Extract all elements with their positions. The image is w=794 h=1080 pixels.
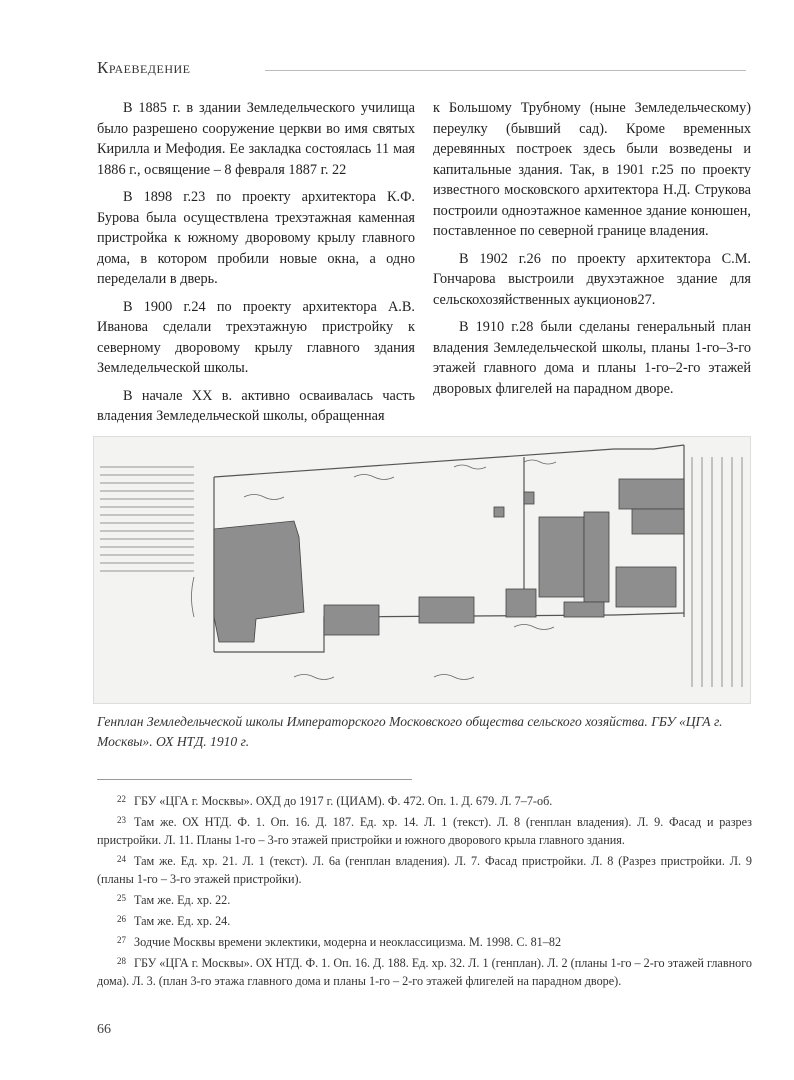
site-plan-figure bbox=[93, 436, 751, 704]
footnote-24: $^{24}$ Там же. Ед. хр. 21. Л. 1 (текст). Л. 6а (генплан владения). Л. 7. Фасад пристройки. Л. 8 (Разрез пристройки. Л. 9 (планы 1-го – 3-го этажей пристройки). bbox=[97, 854, 752, 886]
figure-caption: Генплан Земледельческой школы Императорского Московского общества сельского хозяйства. ГБУ «ЦГА г. Москвы». ОХ НТД. 1910 г. bbox=[97, 714, 723, 749]
paragraph-1898: В 1898 г.23 по проекту архитектора К.Ф. Бурова была осуществлена трехэтажная каменная пристройка к южному дворовому крылу главного дома, в котором пробили новые окна, а одно переделали в дверь. bbox=[97, 189, 415, 287]
paragraph-1885: В 1885 г. в здании Земледельческого училища было разрешено сооружение церкви во имя святых Кирилла и Мефодия. Ее закладка состоялась 11 мая 1886 г., освящение – 8 февраля 1887 г. 22 bbox=[97, 100, 415, 178]
footnote-26: $^{26}$ Там же. Ед. хр. 24. bbox=[117, 914, 231, 928]
paragraph-early-xx: В начале XX в. активно осваивалась часть владения Земледельческой школы, обращенная bbox=[97, 387, 415, 424]
page-number: 66 bbox=[97, 1022, 111, 1037]
left-column bbox=[97, 98, 415, 434]
footnotes bbox=[97, 790, 752, 991]
footnote-25: $^{25}$ Там же. Ед. хр. 22. bbox=[117, 893, 231, 907]
site-plan-drawing bbox=[94, 437, 751, 704]
header-rule bbox=[265, 70, 746, 71]
right-column bbox=[433, 98, 751, 406]
footnote-23: $^{23}$ Там же. ОХ НТД. Ф. 1. Оп. 16. Д. 187. Ед. хр. 14. Л. 1 (текст). Л. 8 (генплан владения). Л. 9. Фасад и разрез пристройки. Л. 11. Планы 1-го – 3-го этажей пристройки и южного дворового крыла главного здания. bbox=[97, 815, 752, 847]
footnote-rule bbox=[97, 779, 412, 780]
footnote-28: $^{28}$ ГБУ «ЦГА г. Москвы». ОХ НТД. Ф. 1. Оп. 16. Д. 188. Ед. хр. 32. Л. 1 (генплан). Л. 2 (планы 1-го – 2-го этажей главного дома). Л. 3. (план 3-го этажа главного дома и планы 1-го – 2-го этажей флигелей на парадном дворе). bbox=[97, 956, 752, 988]
section-header: Краеведение bbox=[97, 58, 191, 77]
footnote-22: $^{22}$ ГБУ «ЦГА г. Москвы». ОХД до 1917 г. (ЦИАМ). Ф. 472. Оп. 1. Д. 679. Л. 7–7-об. bbox=[117, 794, 553, 808]
footnote-27: $^{27}$ Зодчие Москвы времени эклектики, модерна и неоклассицизма. М. 1998. С. 81–82 bbox=[117, 935, 562, 949]
paragraph-1902: В 1902 г.26 по проекту архитектора С.М. Гончарова выстроили двухэтажное здание для сельскохозяйственных аукционов27. bbox=[433, 250, 751, 308]
paragraph-1900: В 1900 г.24 по проекту архитектора А.В. Иванова сделали трехэтажную пристройку к северному дворовому крылу главного здания Земледельческой школы. bbox=[97, 298, 415, 376]
paragraph-1910: В 1910 г.28 были сделаны генеральный план владения Земледельческой школы, планы 1-го–3-го этажей главного дома и планы 1-го–2-го этажей дворовых флигелей на парадном дворе. bbox=[433, 319, 751, 397]
paragraph-continuation: к Большому Трубному (ныне Земледельческому) переулку (бывший сад). Кроме временных деревянных построек здесь были возведены и капитальные здания. Так, в 1901 г.25 по проекту известного московского архитектора Н.Д. Струкова построили одноэтажное каменное здание конюшен, поставленное по северной границе владения. bbox=[433, 100, 751, 239]
